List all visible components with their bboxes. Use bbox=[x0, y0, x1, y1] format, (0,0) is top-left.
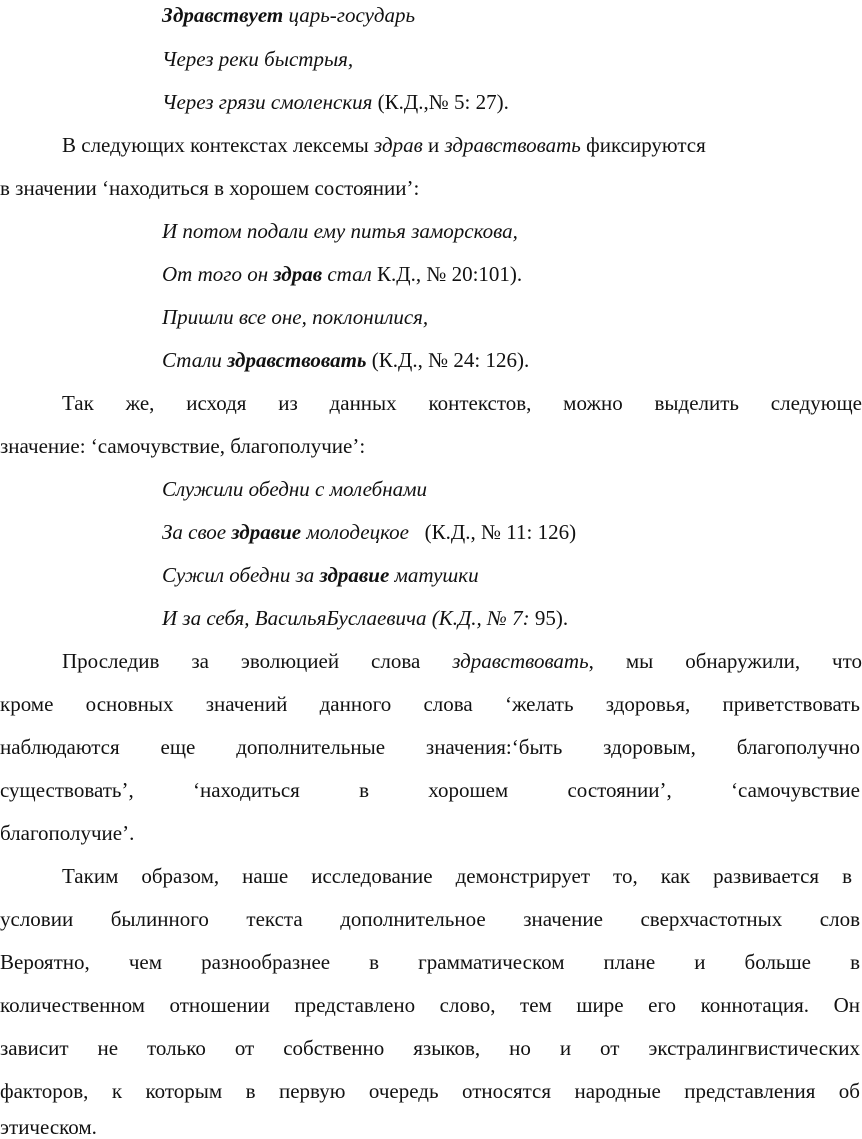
body-text: существовать’, ‘находиться в хорошем состоянии’, ‘самочувствие bbox=[0, 778, 860, 802]
paragraph-line bbox=[0, 434, 365, 458]
body-text: зависит не только от собственно языков, но и от экстралингвистических bbox=[0, 1036, 860, 1060]
highlighted-word: здравствовать bbox=[227, 348, 367, 372]
paragraph-line bbox=[0, 1036, 860, 1060]
body-text: и bbox=[422, 133, 445, 157]
verse-line bbox=[162, 520, 576, 544]
verse-line bbox=[162, 305, 428, 329]
verse-text: стал bbox=[322, 262, 372, 286]
body-text: Так же, исходя из данных контекстов, можно выделить следующе bbox=[62, 391, 862, 415]
verse-line bbox=[162, 3, 415, 27]
verse-text: Через грязи смоленския bbox=[162, 90, 373, 114]
paragraph-line bbox=[0, 821, 134, 845]
citation: (К.Д., № 11: 126) bbox=[408, 520, 577, 544]
body-text: наблюдаются еще дополнительные значения:‘быть здоровым, благополучно bbox=[0, 735, 860, 759]
body-text: Вероятно, чем разнообразнее в грамматическом плане и больше в bbox=[0, 950, 860, 974]
body-text: значение: ‘самочувствие, благополучие’: bbox=[0, 434, 366, 458]
body-text: , мы обнаружили, что bbox=[588, 649, 862, 673]
body-text: в значении ‘находиться в хорошем состоянии’: bbox=[0, 176, 420, 200]
highlighted-word: здравие bbox=[319, 563, 390, 587]
body-text: благополучие’. bbox=[0, 821, 135, 845]
body-text: кроме основных значений данного слова ‘желать здоровья, приветствовать bbox=[0, 692, 860, 716]
verse-line bbox=[162, 477, 427, 501]
citation: 95). bbox=[529, 606, 569, 630]
paragraph-line bbox=[0, 176, 419, 200]
paragraph-line bbox=[0, 735, 860, 759]
verse-line bbox=[162, 606, 568, 630]
body-text: этическом. bbox=[0, 1115, 97, 1139]
verse-text: Через реки быстрыя, bbox=[162, 47, 354, 71]
paragraph-line bbox=[0, 993, 860, 1017]
body-text: фиксируются bbox=[580, 133, 706, 157]
citation: К.Д., № 20:101). bbox=[371, 262, 523, 286]
verse-text: Стали bbox=[162, 348, 228, 372]
verse-line bbox=[162, 219, 518, 243]
paragraph-line bbox=[62, 649, 862, 673]
verse-text: Служили обедни с молебнами bbox=[162, 477, 428, 501]
verse-text: Пришли все оне, поклонилися, bbox=[162, 305, 429, 329]
body-text: В следующих контекстах лексемы bbox=[62, 133, 375, 157]
paragraph-line bbox=[0, 692, 860, 716]
highlighted-word: здрав bbox=[273, 262, 323, 286]
paragraph-line bbox=[0, 778, 860, 802]
verse-text: От того он bbox=[162, 262, 274, 286]
body-text: количественном отношении представлено слово, тем шире его коннотация. Он bbox=[0, 993, 860, 1017]
body-text: Таким образом, наше исследование демонстрирует то, как развивается в bbox=[62, 864, 852, 888]
body-text: условии былинного текста дополнительное значение сверхчастотных слов bbox=[0, 907, 860, 931]
verse-line bbox=[162, 90, 509, 114]
verse-line bbox=[162, 47, 353, 71]
term: здрав bbox=[374, 133, 423, 157]
paragraph-line bbox=[0, 1079, 860, 1103]
term: здравствовать bbox=[452, 649, 589, 673]
term: здравствовать bbox=[444, 133, 581, 157]
citation: (К.Д., № 24: 126). bbox=[366, 348, 530, 372]
verse-line bbox=[162, 563, 479, 587]
body-text: факторов, к которым в первую очередь относятся народные представления об bbox=[0, 1079, 860, 1103]
paragraph-line bbox=[0, 907, 860, 931]
highlighted-word: Здравствует bbox=[162, 3, 284, 27]
verse-text: За свое bbox=[162, 520, 232, 544]
paragraph-line bbox=[0, 1115, 97, 1139]
paragraph-line bbox=[62, 391, 862, 415]
verse-text: молодецкое bbox=[301, 520, 409, 544]
body-text: Проследив за эволюцией слова bbox=[62, 649, 453, 673]
verse-text: Сужил обедни за bbox=[162, 563, 320, 587]
paragraph-line bbox=[62, 133, 706, 157]
citation: (К.Д.,№ 5: 27). bbox=[372, 90, 509, 114]
verse-line bbox=[162, 262, 522, 286]
verse-text: царь-государь bbox=[283, 3, 416, 27]
highlighted-word: здравие bbox=[231, 520, 302, 544]
verse-text: И потом подали ему питья заморскова, bbox=[162, 219, 518, 243]
paragraph-line bbox=[62, 864, 852, 888]
verse-text: матушки bbox=[389, 563, 479, 587]
verse-line bbox=[162, 348, 529, 372]
verse-text: И за себя, ВасильяБуслаевича (К.Д., № 7: bbox=[162, 606, 530, 630]
paragraph-line bbox=[0, 950, 860, 974]
